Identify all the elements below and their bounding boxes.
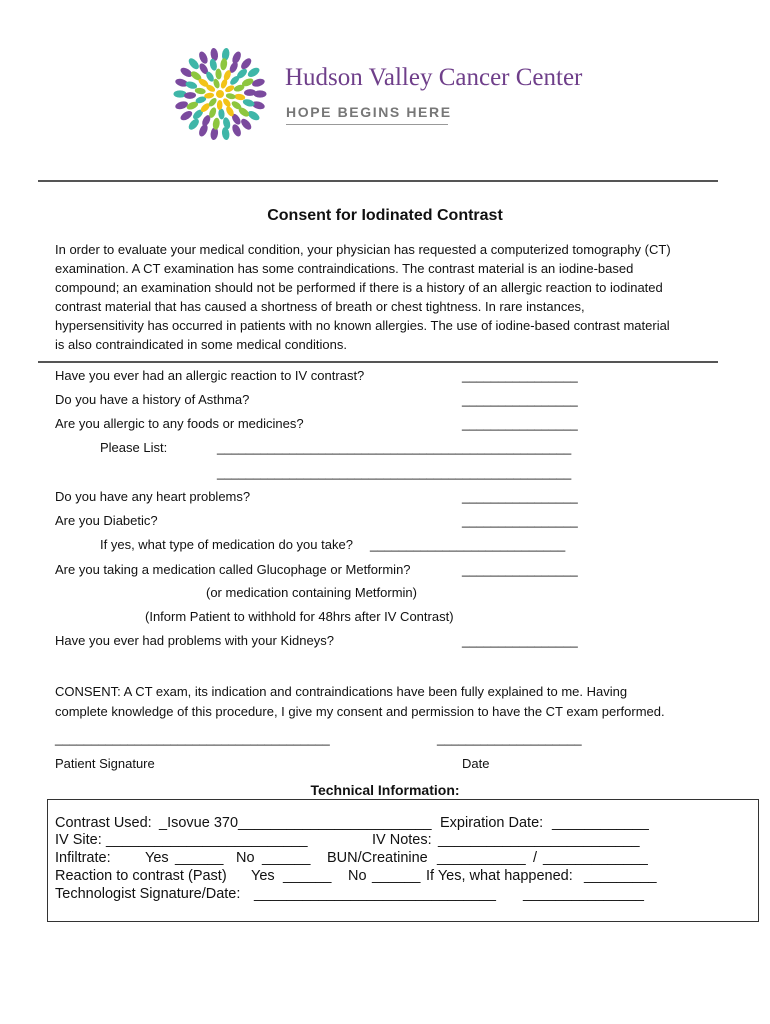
answer-kidneys-field[interactable]: ________________ — [462, 633, 578, 648]
tech-signature-label: Technologist Signature/Date: — [55, 886, 241, 902]
reaction-no-field[interactable]: ______ — [372, 868, 421, 884]
expiration-date-field[interactable]: ____________ — [552, 815, 649, 831]
date-label: Date — [462, 756, 490, 771]
question-asthma: Do you have a history of Asthma? — [55, 392, 250, 407]
intro-line: In order to evaluate your medical condition, your physician has requested a computerized tomography (CT) — [55, 242, 671, 257]
answer-iv-contrast-field[interactable]: ________________ — [462, 368, 578, 383]
answer-asthma-field[interactable]: ________________ — [462, 392, 578, 407]
question-kidneys: Have you ever had problems with your Kidneys? — [55, 633, 334, 648]
intro-line: compound; an examination should not be performed if there is a history of an allergic reaction to iodinated — [55, 280, 663, 295]
consent-line: CONSENT: A CT exam, its indication and contraindications have been fully explained to me. Having — [55, 684, 628, 699]
question-diabetic: Are you Diabetic? — [55, 513, 158, 528]
question-heart: Do you have any heart problems? — [55, 489, 251, 504]
bun-creatinine-label: BUN/Creatinine — [327, 850, 428, 866]
question-diabetic-medication: If yes, what type of medication do you take? — [100, 537, 353, 552]
logo-petal — [215, 68, 222, 79]
page-title: Consent for Iodinated Contrast — [267, 207, 503, 224]
logo-petal — [225, 92, 236, 99]
metformin-instruction: (Inform Patient to withhold for 48hrs after IV Contrast) — [145, 609, 454, 624]
logo-petal — [251, 77, 266, 88]
logo-petal — [222, 117, 231, 130]
date-field[interactable]: ____________________ — [437, 731, 582, 746]
contrast-used-label: Contrast Used: — [55, 815, 152, 831]
expiration-date-label: Expiration Date: — [440, 815, 544, 831]
iv-site-label: IV Site: — [55, 832, 102, 848]
org-name: Hudson Valley Cancer Center — [285, 64, 583, 91]
what-happened-label: If Yes, what happened: — [426, 868, 573, 884]
question-iv-contrast: Have you ever had an allergic reaction to IV contrast? — [55, 368, 365, 383]
org-tagline: HOPE BEGINS HERE — [286, 104, 452, 120]
allergy-list-field-1[interactable]: _________________________________________________ — [217, 440, 572, 455]
answer-diabetic-field[interactable]: ________________ — [462, 513, 578, 528]
allergy-list-field-2[interactable]: _________________________________________________ — [217, 465, 572, 480]
reaction-no-label: No — [348, 868, 367, 884]
logo-center — [216, 90, 224, 98]
infiltrate-yes-label: Yes — [145, 850, 169, 866]
question-metformin: Are you taking a medication called Glucophage or Metformin? — [55, 562, 411, 577]
patient-signature-field[interactable]: ______________________________________ — [55, 731, 330, 746]
header-divider — [38, 180, 718, 182]
intro-line: examination. A CT examination has some contraindications. The contrast material is an iodine-based — [55, 261, 634, 276]
metformin-note: (or medication containing Metformin) — [206, 585, 417, 600]
logo-petal — [197, 50, 209, 65]
logo-petal — [187, 117, 201, 132]
contrast-used-value[interactable]: _Isovue 370________________________ — [159, 815, 432, 831]
infiltrate-no-field[interactable]: ______ — [262, 850, 311, 866]
logo-petal — [217, 100, 223, 110]
logo-petal — [239, 56, 253, 71]
reaction-yes-label: Yes — [251, 868, 275, 884]
answer-allergies-field[interactable]: ________________ — [462, 416, 578, 431]
intro-paragraph — [55, 240, 725, 354]
intro-line: hypersensitivity has occurred in patients with no known allergies. The use of iodine-based contrast material — [55, 318, 670, 333]
answer-heart-field[interactable]: ________________ — [462, 489, 578, 504]
iv-site-field[interactable]: _________________________ — [106, 832, 308, 848]
hvcc-logo-icon — [170, 44, 270, 144]
logo-petal — [239, 117, 253, 132]
iv-notes-field[interactable]: _________________________ — [438, 832, 640, 848]
logo-petal — [187, 56, 201, 71]
bun-separator: / — [533, 850, 538, 866]
logo-petal — [174, 100, 189, 111]
infiltrate-label: Infiltrate: — [55, 850, 111, 866]
technical-info-title: Technical Information: — [310, 782, 460, 798]
consent-statement — [55, 682, 665, 722]
intro-line: contrast material that has caused a shortness of breath or chest tightness. In rare instances, — [55, 299, 585, 314]
creatinine-field[interactable]: _____________ — [543, 850, 648, 866]
question-allergies: Are you allergic to any foods or medicines? — [55, 416, 304, 431]
tech-signature-field[interactable]: ______________________________ — [254, 886, 496, 902]
tech-date-field[interactable]: _______________ — [523, 886, 644, 902]
iv-notes-label: IV Notes: — [372, 832, 432, 848]
answer-diabetic-medication-field[interactable]: ___________________________ — [370, 537, 566, 552]
answer-metformin-field[interactable]: ________________ — [462, 562, 578, 577]
reaction-yes-field[interactable]: ______ — [283, 868, 332, 884]
logo-petal — [218, 108, 225, 119]
infiltrate-no-label: No — [236, 850, 255, 866]
intro-line: is also contraindicated in some medical conditions. — [55, 337, 347, 352]
patient-signature-label: Patient Signature — [55, 756, 155, 771]
logo-petal — [246, 66, 261, 79]
infiltrate-yes-field[interactable]: ______ — [175, 850, 224, 866]
reaction-label: Reaction to contrast (Past) — [55, 868, 227, 884]
logo-petal — [179, 109, 194, 122]
bun-field[interactable]: ___________ — [437, 850, 526, 866]
tagline-rule — [286, 124, 448, 125]
please-list-label: Please List: — [100, 440, 168, 455]
logo-petal — [210, 47, 219, 61]
intro-divider — [38, 361, 718, 363]
consent-line: complete knowledge of this procedure, I give my consent and permission to have the CT exam performed. — [55, 704, 665, 719]
logo-petal — [221, 127, 230, 141]
logo-petal — [231, 123, 243, 138]
logo-petal — [194, 87, 206, 95]
logo-petal — [209, 58, 218, 71]
what-happened-field[interactable]: _________ — [584, 868, 657, 884]
